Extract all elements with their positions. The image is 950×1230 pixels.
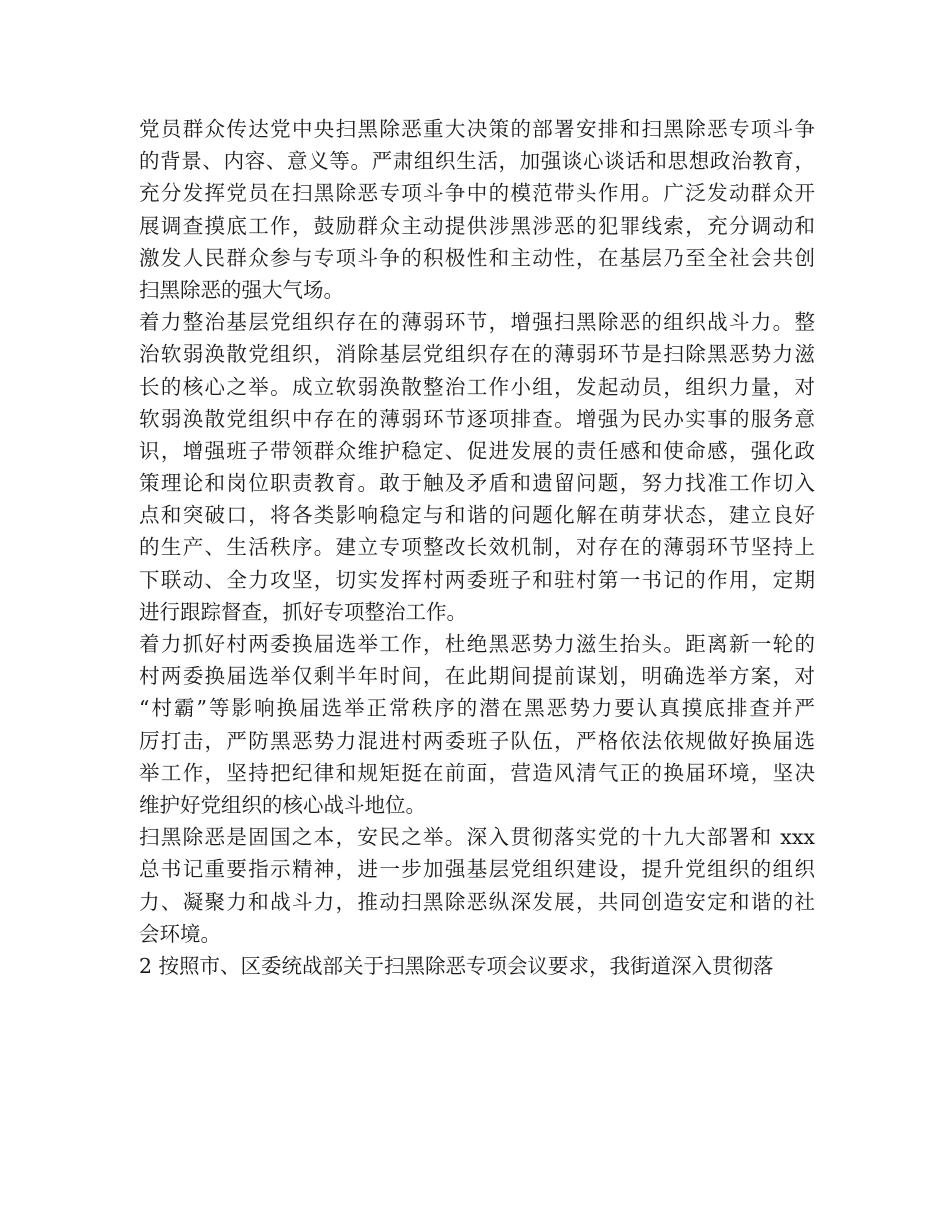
- document-body: [139, 113, 815, 982]
- text-line: 村两委换届选举仅剩半年时间，在此期间提前谋划，明确选举方案，对: [139, 664, 815, 689]
- text-line: 策理论和岗位职责教育。敢于触及矛盾和遗留问题，努力找准工作切入: [139, 471, 815, 496]
- text-line: 着力整治基层党组织存在的薄弱环节，增强扫黑除恶的组织战斗力。整: [139, 310, 815, 335]
- text-line: 总书记重要指示精神，进一步加强基层党组织建设，提升党组织的组织: [139, 857, 815, 882]
- text-line: 的背景、内容、意义等。严肃组织生活，加强谈心谈话和思想政治教育，: [139, 149, 815, 174]
- text-line: 着力抓好村两委换届选举工作，杜绝黑恶势力滋生抬头。距离新一轮的: [139, 632, 815, 656]
- text-line: 识，增强班子带领群众维护稳定、促进发展的责任感和使命感，强化政: [139, 438, 815, 463]
- text-line: 激发人民群众参与专项斗争的积极性和主动性，在基层乃至全社会共创: [139, 245, 815, 270]
- paragraph: [139, 306, 815, 628]
- text-line: 软弱涣散党组织中存在的薄弱环节逐项排查。增强为民办实事的服务意: [139, 406, 815, 431]
- paragraph: [139, 113, 815, 306]
- text-line: 治软弱涣散党组织，消除基层党组织存在的薄弱环节是扫除黑恶势力滋: [139, 342, 815, 367]
- text-line: 扫黑除恶是固国之本，安民之举。深入贯彻落实党的十九大部署和 xxx: [139, 825, 815, 850]
- text-line: 力、凝聚力和战斗力，推动扫黑除恶纵深发展，共同创造安定和谐的社: [139, 889, 815, 914]
- paragraph: [139, 628, 815, 821]
- text-line: 维护好党组织的核心战斗地位。: [139, 792, 426, 817]
- text-line: 扫黑除恶的强大气场。: [139, 277, 344, 302]
- text-line: 会环境。: [139, 921, 221, 946]
- text-line: 充分发挥党员在扫黑除恶专项斗争中的模范带头作用。广泛发动群众开: [139, 181, 815, 206]
- text-line: 点和突破口，将各类影响稳定与和谐的问题化解在萌芽状态，建立良好: [139, 503, 815, 528]
- text-line: “村霸”等影响换届选举正常秩序的潜在黑恶势力要认真摸底排查并严: [139, 696, 815, 721]
- text-line: 展调查摸底工作，鼓励群众主动提供涉黑涉恶的犯罪线索，充分调动和: [139, 213, 815, 238]
- text-line: 进行跟踪督查，抓好专项整治工作。: [139, 599, 467, 624]
- paragraph: [139, 950, 815, 982]
- text-line: 长的核心之举。成立软弱涣散整治工作小组，发起动员，组织力量，对: [139, 374, 815, 399]
- text-line: 下联动、全力攻坚，切实发挥村两委班子和驻村第一书记的作用，定期: [139, 567, 815, 592]
- text-line: 举工作，坚持把纪律和规矩挺在前面，营造风清气正的换届环境，坚决: [139, 760, 815, 785]
- text-line: 的生产、生活秩序。建立专项整改长效机制，对存在的薄弱环节坚持上: [139, 535, 815, 560]
- text-line: 党员群众传达党中央扫黑除恶重大决策的部署安排和扫黑除恶专项斗争: [139, 117, 815, 141]
- text-line: 厉打击，严防黑恶势力混进村两委班子队伍，严格依法依规做好换届选: [139, 728, 815, 753]
- text-line: 2 按照市、区委统战部关于扫黑除恶专项会议要求，我街道深入贯彻落: [139, 953, 774, 978]
- paragraph: [139, 821, 815, 950]
